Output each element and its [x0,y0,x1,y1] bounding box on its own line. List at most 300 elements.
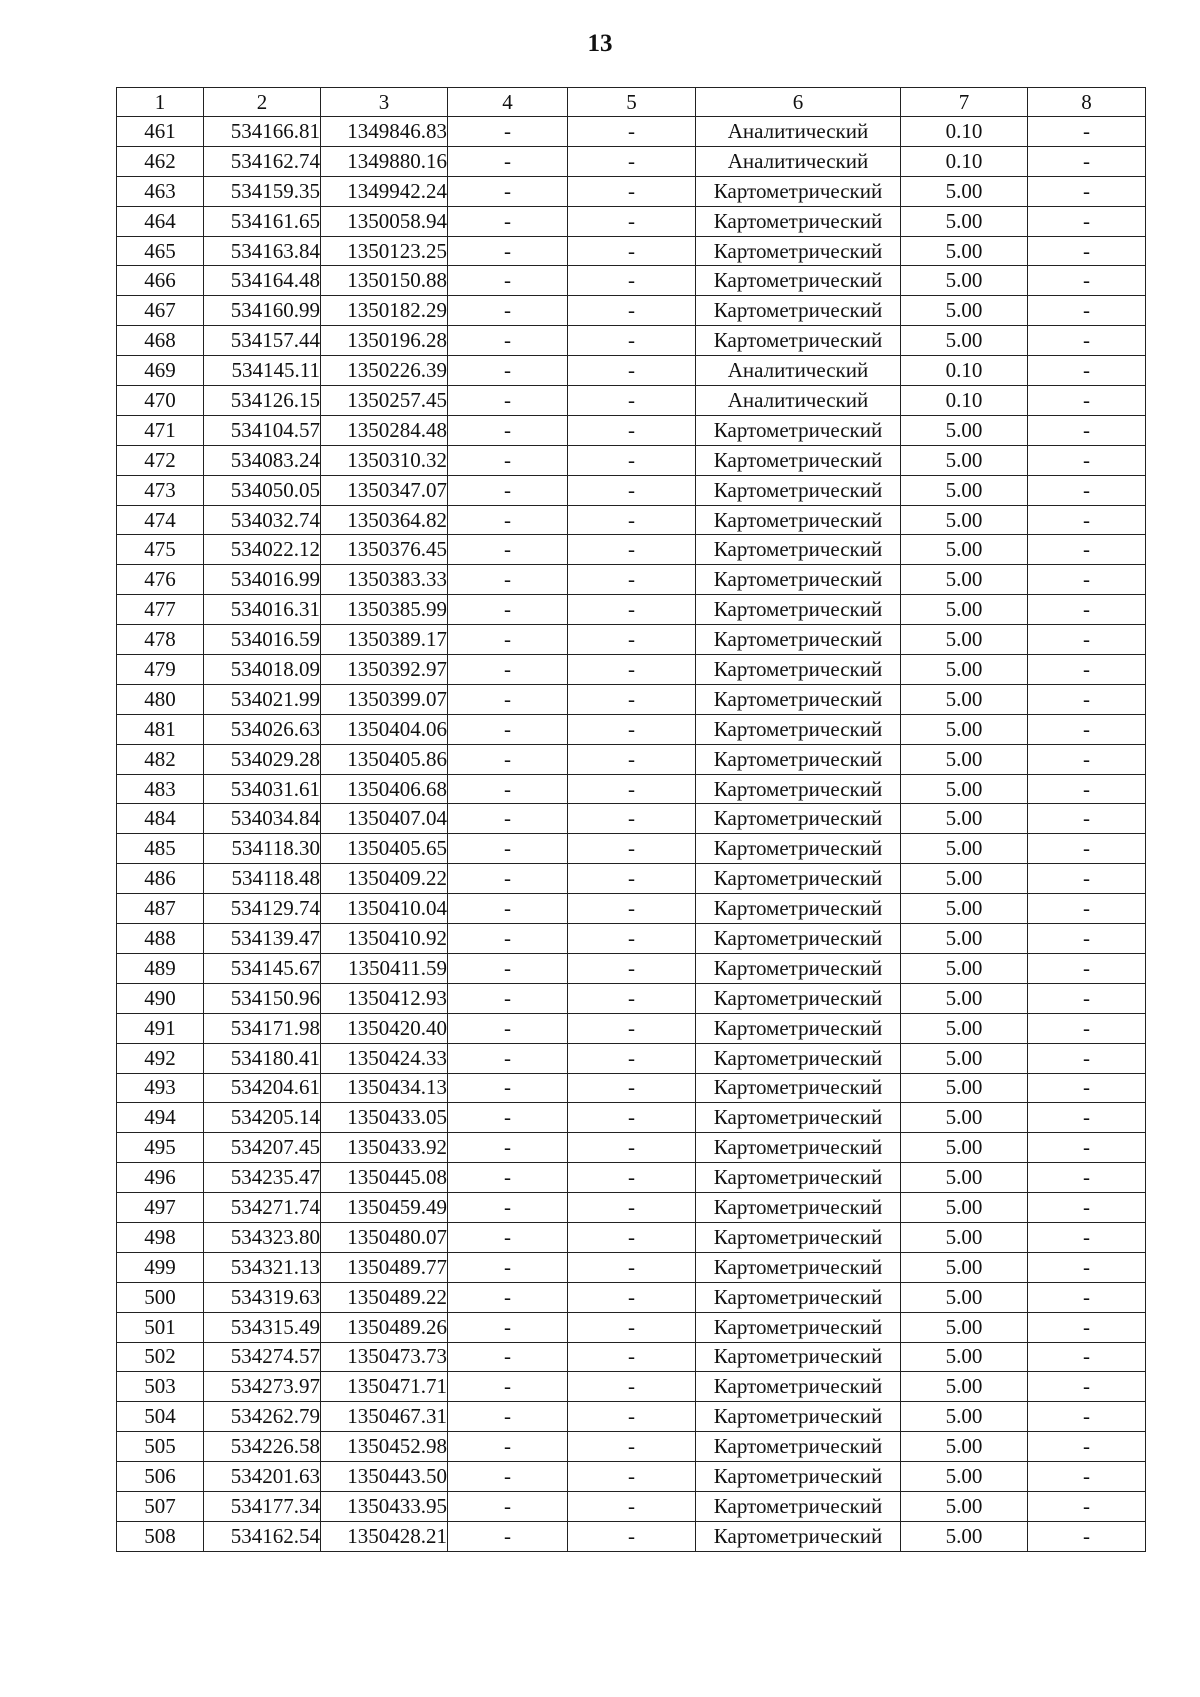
table-cell-col2: 534162.74 [204,146,321,176]
table-cell-col5: - [568,117,696,147]
table-cell-col6: Картометрический [696,684,901,714]
table-cell-col7: 5.00 [901,326,1028,356]
table-cell-col6: Картометрический [696,1491,901,1521]
table-cell-col4: - [448,1133,568,1163]
table-cell-col5: - [568,1282,696,1312]
table-cell-col6: Картометрический [696,296,901,326]
table-cell-col2: 534171.98 [204,1013,321,1043]
table-cell-col7: 5.00 [901,505,1028,535]
table-cell-col8: - [1028,864,1146,894]
table-cell-col8: - [1028,774,1146,804]
table-cell-col6: Картометрический [696,1163,901,1193]
table-cell-col6: Картометрический [696,1402,901,1432]
table-cell-col5: - [568,1521,696,1551]
table-cell-col8: - [1028,1252,1146,1282]
table-cell-col2: 534323.80 [204,1222,321,1252]
table-cell-col3: 1350473.73 [321,1342,448,1372]
table-cell-col6: Картометрический [696,1193,901,1223]
table-cell-col7: 0.10 [901,356,1028,386]
table-cell-col3: 1350257.45 [321,386,448,416]
column-header-4: 4 [448,88,568,117]
table-cell-col6: Картометрический [696,445,901,475]
table-cell-col1: 484 [117,804,204,834]
table-cell-col7: 5.00 [901,206,1028,236]
table-cell-col7: 5.00 [901,1282,1028,1312]
table-cell-col3: 1350150.88 [321,266,448,296]
table-cell-col7: 5.00 [901,1222,1028,1252]
table-cell-col2: 534159.35 [204,176,321,206]
table-cell-col8: - [1028,655,1146,685]
table-cell-col1: 477 [117,595,204,625]
table-cell-col6: Картометрический [696,1133,901,1163]
table-cell-col2: 534032.74 [204,505,321,535]
table-cell-col5: - [568,1432,696,1462]
table-cell-col4: - [448,1432,568,1462]
table-cell-col2: 534104.57 [204,415,321,445]
table-row [117,864,1146,894]
table-row [117,356,1146,386]
table-cell-col2: 534161.65 [204,206,321,236]
table-cell-col1: 476 [117,565,204,595]
table-cell-col5: - [568,864,696,894]
table-cell-col1: 462 [117,146,204,176]
table-cell-col7: 5.00 [901,1163,1028,1193]
table-cell-col3: 1350405.86 [321,744,448,774]
table-cell-col8: - [1028,1163,1146,1193]
table-cell-col3: 1350433.95 [321,1491,448,1521]
table-body [117,117,1146,1552]
table-cell-col2: 534021.99 [204,684,321,714]
table-cell-col2: 534026.63 [204,714,321,744]
table-cell-col5: - [568,1312,696,1342]
table-cell-col1: 478 [117,625,204,655]
table-cell-col8: - [1028,386,1146,416]
table-cell-col5: - [568,1163,696,1193]
table-cell-col1: 501 [117,1312,204,1342]
table-cell-col8: - [1028,744,1146,774]
table-cell-col2: 534029.28 [204,744,321,774]
table-cell-col5: - [568,206,696,236]
table-cell-col1: 486 [117,864,204,894]
table-cell-col8: - [1028,505,1146,535]
table-cell-col2: 534031.61 [204,774,321,804]
table-cell-col4: - [448,1521,568,1551]
table-row [117,983,1146,1013]
table-cell-col3: 1350407.04 [321,804,448,834]
table-row [117,834,1146,864]
table-cell-col8: - [1028,266,1146,296]
table-row [117,924,1146,954]
table-cell-col6: Картометрический [696,505,901,535]
table-cell-col2: 534201.63 [204,1462,321,1492]
table-cell-col6: Картометрический [696,1462,901,1492]
table-row [117,744,1146,774]
table-cell-col5: - [568,1372,696,1402]
table-cell-col4: - [448,1043,568,1073]
table-cell-col6: Аналитический [696,117,901,147]
table-cell-col8: - [1028,804,1146,834]
table-cell-col5: - [568,535,696,565]
table-cell-col1: 466 [117,266,204,296]
table-cell-col1: 507 [117,1491,204,1521]
table-cell-col2: 534177.34 [204,1491,321,1521]
table-cell-col7: 5.00 [901,983,1028,1013]
table-row [117,1163,1146,1193]
table-cell-col6: Картометрический [696,774,901,804]
table-row [117,236,1146,266]
table-cell-col8: - [1028,415,1146,445]
table-row [117,1043,1146,1073]
table-cell-col7: 5.00 [901,1013,1028,1043]
table-row [117,206,1146,236]
table-cell-col6: Аналитический [696,386,901,416]
column-header-6: 6 [696,88,901,117]
table-cell-col2: 534204.61 [204,1073,321,1103]
table-cell-col2: 534022.12 [204,535,321,565]
table-cell-col2: 534018.09 [204,655,321,685]
table-cell-col4: - [448,774,568,804]
table-cell-col3: 1350406.68 [321,774,448,804]
table-cell-col3: 1350410.92 [321,924,448,954]
table-cell-col7: 5.00 [901,475,1028,505]
table-cell-col8: - [1028,206,1146,236]
table-cell-col4: - [448,1222,568,1252]
table-row [117,117,1146,147]
table-cell-col6: Картометрический [696,595,901,625]
table-cell-col2: 534150.96 [204,983,321,1013]
table-row [117,505,1146,535]
table-cell-col4: - [448,266,568,296]
table-cell-col3: 1350411.59 [321,953,448,983]
table-cell-col4: - [448,924,568,954]
table-cell-col2: 534262.79 [204,1402,321,1432]
table-cell-col2: 534163.84 [204,236,321,266]
table-cell-col4: - [448,625,568,655]
table-cell-col8: - [1028,834,1146,864]
table-cell-col6: Картометрический [696,475,901,505]
table-cell-col5: - [568,236,696,266]
table-cell-col2: 534145.67 [204,953,321,983]
column-header-2: 2 [204,88,321,117]
table-cell-col3: 1349880.16 [321,146,448,176]
column-header-7: 7 [901,88,1028,117]
table-cell-col5: - [568,625,696,655]
table-cell-col6: Картометрический [696,744,901,774]
table-cell-col6: Картометрический [696,983,901,1013]
table-cell-col8: - [1028,1372,1146,1402]
table-cell-col2: 534157.44 [204,326,321,356]
table-cell-col7: 5.00 [901,535,1028,565]
table-cell-col4: - [448,1163,568,1193]
table-cell-col3: 1350399.07 [321,684,448,714]
table-cell-col7: 5.00 [901,804,1028,834]
table-cell-col2: 534034.84 [204,804,321,834]
table-cell-col2: 534016.99 [204,565,321,595]
table-cell-col1: 488 [117,924,204,954]
table-cell-col6: Картометрический [696,894,901,924]
table-cell-col3: 1350392.97 [321,655,448,685]
table-cell-col7: 5.00 [901,714,1028,744]
table-cell-col4: - [448,1103,568,1133]
table-cell-col1: 483 [117,774,204,804]
table-row [117,1372,1146,1402]
table-cell-col8: - [1028,146,1146,176]
table-cell-col8: - [1028,1432,1146,1462]
table-cell-col3: 1350389.17 [321,625,448,655]
table-cell-col1: 463 [117,176,204,206]
table-row [117,266,1146,296]
table-cell-col2: 534319.63 [204,1282,321,1312]
table-cell-col8: - [1028,1193,1146,1223]
table-cell-col1: 493 [117,1073,204,1103]
table-cell-col4: - [448,834,568,864]
table-cell-col4: - [448,1013,568,1043]
table-cell-col5: - [568,1133,696,1163]
table-row [117,1103,1146,1133]
table-cell-col2: 534207.45 [204,1133,321,1163]
table-cell-col5: - [568,953,696,983]
table-cell-col3: 1350123.25 [321,236,448,266]
table-cell-col2: 534145.11 [204,356,321,386]
table-cell-col4: - [448,326,568,356]
table-cell-col2: 534205.14 [204,1103,321,1133]
table-cell-col7: 5.00 [901,1462,1028,1492]
table-cell-col4: - [448,1252,568,1282]
table-cell-col1: 472 [117,445,204,475]
table-cell-col7: 5.00 [901,1402,1028,1432]
table-cell-col4: - [448,1402,568,1432]
table-cell-col1: 508 [117,1521,204,1551]
table-cell-col7: 5.00 [901,1133,1028,1163]
table-cell-col4: - [448,1372,568,1402]
table-cell-col4: - [448,1312,568,1342]
table-cell-col5: - [568,176,696,206]
table-cell-col8: - [1028,983,1146,1013]
table-cell-col5: - [568,1491,696,1521]
table-cell-col5: - [568,924,696,954]
table-cell-col6: Картометрический [696,236,901,266]
table-cell-col2: 534273.97 [204,1372,321,1402]
table-cell-col6: Картометрический [696,924,901,954]
table-cell-col4: - [448,655,568,685]
table-cell-col6: Картометрический [696,1342,901,1372]
table-cell-col1: 503 [117,1372,204,1402]
table-row [117,326,1146,356]
table-cell-col5: - [568,804,696,834]
table-cell-col1: 485 [117,834,204,864]
table-cell-col6: Картометрический [696,1432,901,1462]
table-cell-col2: 534162.54 [204,1521,321,1551]
table-cell-col6: Картометрический [696,1222,901,1252]
table-cell-col6: Картометрический [696,1521,901,1551]
table-cell-col3: 1350420.40 [321,1013,448,1043]
table-cell-col7: 5.00 [901,894,1028,924]
table-cell-col2: 534118.48 [204,864,321,894]
table-cell-col7: 5.00 [901,1432,1028,1462]
table-cell-col5: - [568,744,696,774]
table-cell-col3: 1350424.33 [321,1043,448,1073]
column-header-3: 3 [321,88,448,117]
table-cell-col1: 467 [117,296,204,326]
table-cell-col5: - [568,146,696,176]
table-cell-col7: 5.00 [901,834,1028,864]
table-cell-col7: 5.00 [901,236,1028,266]
page-number: 13 [587,30,613,57]
table-cell-col2: 534166.81 [204,117,321,147]
table-cell-col6: Картометрический [696,714,901,744]
table-cell-col5: - [568,1342,696,1372]
table-cell-col1: 490 [117,983,204,1013]
table-cell-col5: - [568,714,696,744]
table-cell-col7: 5.00 [901,1521,1028,1551]
table-cell-col1: 481 [117,714,204,744]
table-cell-col7: 5.00 [901,1372,1028,1402]
table-row [117,475,1146,505]
table-cell-col7: 0.10 [901,146,1028,176]
table-cell-col7: 0.10 [901,386,1028,416]
table-cell-col3: 1350467.31 [321,1402,448,1432]
table-cell-col4: - [448,206,568,236]
table-cell-col4: - [448,1193,568,1223]
table-cell-col6: Картометрический [696,1312,901,1342]
table-cell-col2: 534160.99 [204,296,321,326]
table-cell-col3: 1350459.49 [321,1193,448,1223]
table-cell-col5: - [568,1013,696,1043]
table-cell-col1: 464 [117,206,204,236]
table-cell-col7: 5.00 [901,953,1028,983]
table-row [117,1491,1146,1521]
table-cell-col8: - [1028,296,1146,326]
table-cell-col8: - [1028,117,1146,147]
table-cell-col2: 534118.30 [204,834,321,864]
table-cell-col3: 1350434.13 [321,1073,448,1103]
table-cell-col1: 506 [117,1462,204,1492]
table-cell-col1: 482 [117,744,204,774]
table-cell-col4: - [448,176,568,206]
table-cell-col1: 474 [117,505,204,535]
table-cell-col7: 5.00 [901,625,1028,655]
table-cell-col3: 1350364.82 [321,505,448,535]
table-cell-col4: - [448,356,568,386]
table-cell-col2: 534164.48 [204,266,321,296]
table-row [117,386,1146,416]
table-cell-col4: - [448,714,568,744]
table-cell-col2: 534016.31 [204,595,321,625]
table-cell-col1: 461 [117,117,204,147]
table-cell-col5: - [568,445,696,475]
table-cell-col4: - [448,565,568,595]
table-cell-col1: 497 [117,1193,204,1223]
table-cell-col8: - [1028,1491,1146,1521]
table-cell-col3: 1350310.32 [321,445,448,475]
table-cell-col6: Картометрический [696,535,901,565]
table-cell-col5: - [568,834,696,864]
table-cell-col7: 5.00 [901,176,1028,206]
table-cell-col3: 1350405.65 [321,834,448,864]
coordinates-table [116,87,1146,1552]
table-row [117,625,1146,655]
table-cell-col6: Картометрический [696,834,901,864]
table-cell-col7: 5.00 [901,595,1028,625]
table-cell-col2: 534235.47 [204,1163,321,1193]
table-cell-col3: 1350347.07 [321,475,448,505]
table-cell-col6: Картометрический [696,1103,901,1133]
table-cell-col1: 480 [117,684,204,714]
table-cell-col5: - [568,266,696,296]
table-cell-col7: 5.00 [901,1193,1028,1223]
table-cell-col1: 494 [117,1103,204,1133]
table-cell-col8: - [1028,1073,1146,1103]
table-cell-col8: - [1028,475,1146,505]
table-cell-col1: 505 [117,1432,204,1462]
table-cell-col7: 5.00 [901,1312,1028,1342]
table-cell-col5: - [568,684,696,714]
table-cell-col5: - [568,1073,696,1103]
table-row [117,1462,1146,1492]
table-cell-col5: - [568,386,696,416]
table-row [117,1432,1146,1462]
table-cell-col2: 534180.41 [204,1043,321,1073]
table-row [117,1073,1146,1103]
table-cell-col5: - [568,1043,696,1073]
table-cell-col1: 469 [117,356,204,386]
table-cell-col7: 5.00 [901,774,1028,804]
table-cell-col3: 1350489.26 [321,1312,448,1342]
table-row [117,535,1146,565]
table-cell-col8: - [1028,1402,1146,1432]
table-cell-col2: 534271.74 [204,1193,321,1223]
table-cell-col4: - [448,505,568,535]
table-cell-col7: 5.00 [901,924,1028,954]
table-cell-col3: 1350385.99 [321,595,448,625]
table-cell-col6: Картометрический [696,1252,901,1282]
table-cell-col4: - [448,1491,568,1521]
column-header-8: 8 [1028,88,1146,117]
table-cell-col8: - [1028,445,1146,475]
table-cell-col6: Аналитический [696,356,901,386]
table-row [117,415,1146,445]
table-row [117,804,1146,834]
table-cell-col4: - [448,1282,568,1312]
table-cell-col8: - [1028,176,1146,206]
table-row [117,1282,1146,1312]
table-cell-col4: - [448,864,568,894]
table-row [117,655,1146,685]
table-cell-col4: - [448,296,568,326]
table-header-row [117,88,1146,117]
table-cell-col7: 5.00 [901,655,1028,685]
table-row [117,146,1146,176]
table-row [117,894,1146,924]
table-cell-col3: 1350058.94 [321,206,448,236]
table-cell-col3: 1350196.28 [321,326,448,356]
table-cell-col2: 534226.58 [204,1432,321,1462]
table-cell-col6: Картометрический [696,804,901,834]
table-cell-col8: - [1028,356,1146,386]
table-cell-col1: 504 [117,1402,204,1432]
table-cell-col5: - [568,774,696,804]
table-cell-col8: - [1028,625,1146,655]
table-cell-col7: 5.00 [901,266,1028,296]
table-cell-col8: - [1028,1312,1146,1342]
column-header-1: 1 [117,88,204,117]
table-cell-col1: 500 [117,1282,204,1312]
table-cell-col1: 495 [117,1133,204,1163]
table-cell-col7: 5.00 [901,415,1028,445]
table-cell-col2: 534016.59 [204,625,321,655]
table-row [117,1222,1146,1252]
table-cell-col8: - [1028,684,1146,714]
